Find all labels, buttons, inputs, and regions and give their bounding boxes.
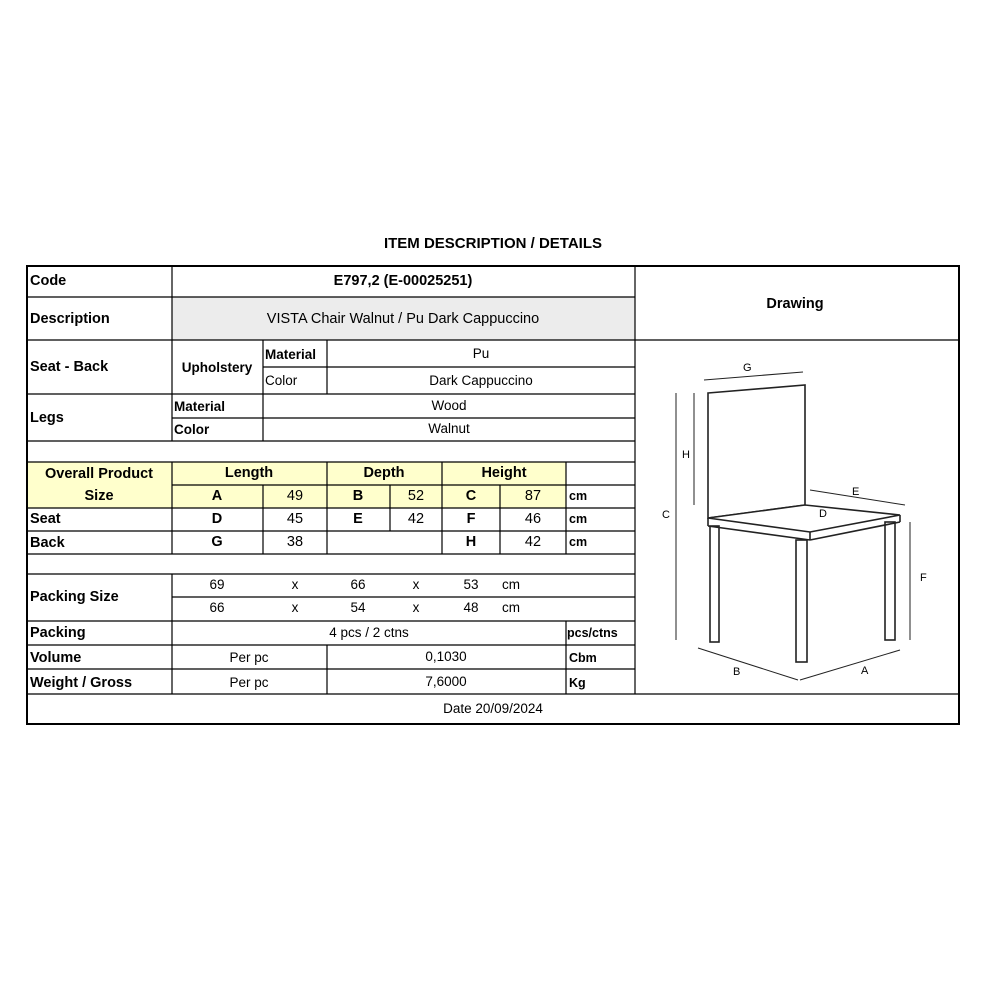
code-label: Code: [30, 273, 67, 289]
legs-label: Legs: [30, 410, 64, 426]
weight-label: Weight / Gross: [30, 675, 133, 691]
seat-material-value: Pu: [472, 346, 490, 361]
seat-back-label: Seat - Back: [30, 359, 109, 375]
packing-size-row1-c: 53: [463, 577, 479, 592]
seat-label: Seat: [30, 511, 61, 527]
seat-unit: cm: [569, 512, 588, 526]
drawing-label-h: H: [682, 449, 690, 461]
code-value: E797,2 (E-00025251): [333, 273, 473, 289]
drawing-label-f: F: [920, 572, 927, 584]
packing-size-row2-x2: x: [412, 600, 420, 615]
packing-unit: pcs/ctns: [567, 626, 618, 640]
packing-size-row2-c: 48: [463, 600, 479, 615]
legs-material-value: Wood: [431, 398, 467, 413]
back-length-value: 38: [286, 534, 304, 550]
seat-color-value: Dark Cappuccino: [429, 373, 533, 388]
volume-unit: Cbm: [569, 651, 597, 665]
overall-height-key: C: [465, 488, 477, 504]
drawing-label-b: B: [733, 666, 741, 678]
overall-unit: cm: [569, 489, 588, 503]
packing-size-row2-unit: cm: [502, 600, 520, 615]
volume-value: 0,1030: [425, 649, 467, 664]
drawing-label: Drawing: [766, 296, 824, 312]
overall-depth-value: 52: [407, 488, 425, 504]
overall-product-label: Overall Product: [45, 466, 153, 482]
legs-color-value: Walnut: [428, 421, 470, 436]
height-header: Height: [481, 465, 527, 481]
legs-color-label: Color: [174, 422, 210, 437]
drawing-label-d: D: [819, 508, 827, 520]
drawing-label-c: C: [662, 509, 670, 521]
overall-length-value: 49: [286, 488, 304, 504]
page-title: ITEM DESCRIPTION / DETAILS: [383, 235, 603, 252]
seat-depth-key: E: [353, 511, 363, 527]
seat-height-value: 46: [524, 511, 542, 527]
volume-label: Volume: [30, 650, 82, 666]
packing-size-row1-a: 69: [209, 577, 225, 592]
packing-size-row2-b: 54: [350, 600, 366, 615]
overall-height-value: 87: [524, 488, 542, 504]
drawing-label-g: G: [743, 362, 752, 374]
seat-material-label: Material: [265, 347, 317, 362]
description-label: Description: [30, 311, 110, 327]
weight-per: Per pc: [229, 675, 269, 690]
packing-value: 4 pcs / 2 ctns: [329, 625, 409, 640]
back-length-key: G: [211, 534, 223, 550]
packing-size-label: Packing Size: [30, 589, 119, 605]
legs-material-label: Material: [174, 399, 226, 414]
overall-length-key: A: [211, 488, 223, 504]
back-label: Back: [30, 535, 65, 551]
packing-size-row1-x1: x: [291, 577, 299, 592]
seat-color-label: Color: [265, 373, 298, 388]
weight-unit: Kg: [569, 676, 586, 690]
length-header: Length: [224, 465, 274, 481]
packing-size-row1-b: 66: [350, 577, 366, 592]
upholstery-label: Upholstery: [181, 360, 253, 375]
volume-per: Per pc: [229, 650, 269, 665]
drawing-label-e: E: [852, 486, 860, 498]
chair-drawing: [676, 372, 910, 680]
back-height-value: 42: [524, 534, 542, 550]
packing-size-row2-x1: x: [291, 600, 299, 615]
depth-header: Depth: [363, 465, 405, 481]
packing-label: Packing: [30, 625, 86, 641]
back-height-key: H: [465, 534, 477, 550]
seat-length-key: D: [211, 511, 223, 527]
seat-height-key: F: [466, 511, 476, 527]
packing-size-row2-a: 66: [209, 600, 225, 615]
back-unit: cm: [569, 535, 588, 549]
packing-size-row1-unit: cm: [502, 577, 520, 592]
seat-length-value: 45: [286, 511, 304, 527]
description-value: VISTA Chair Walnut / Pu Dark Cappuccino: [266, 311, 540, 327]
seat-depth-value: 42: [407, 511, 425, 527]
size-label: Size: [84, 488, 114, 504]
weight-value: 7,6000: [425, 674, 467, 689]
packing-size-row1-x2: x: [412, 577, 420, 592]
overall-depth-key: B: [352, 488, 364, 504]
date-text: Date 20/09/2024: [443, 701, 543, 716]
drawing-label-a: A: [861, 665, 869, 677]
